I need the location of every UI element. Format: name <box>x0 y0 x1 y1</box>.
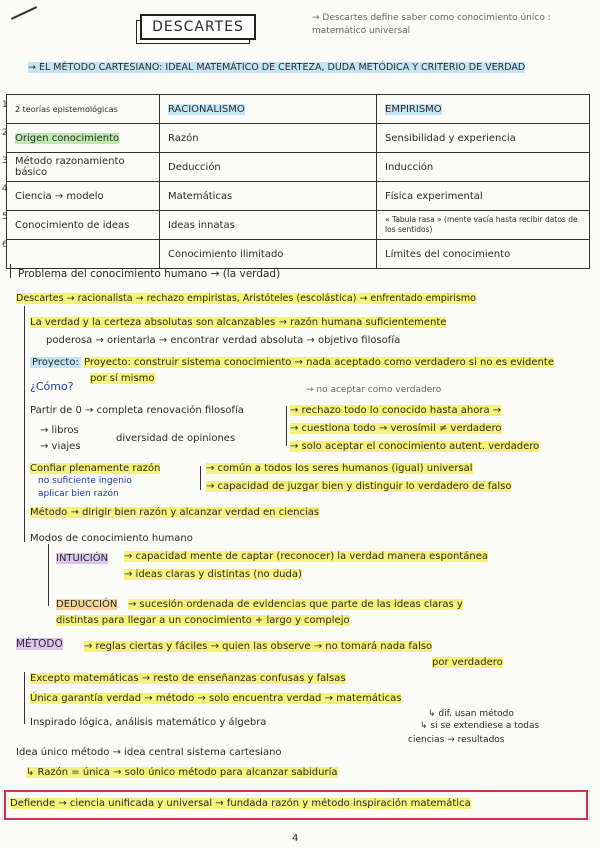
row-number: 5 <box>2 212 8 222</box>
bullet-text: → reglas ciertas y fáciles → quien las observe → no tomará nada falso <box>84 641 433 652</box>
table-header-cell: 2 teorías epistemológicas <box>7 95 160 124</box>
descartes-text: Descartes → racionalista → rechazo empiristas, Aristóteles (escolástica) → enfrentado empirismo <box>16 293 476 304</box>
table-cell: Matemáticas <box>160 182 377 211</box>
bullet-2a: Proyecto: Proyecto: construir sistema conocimiento → nada aceptado como verdadero si no es evidente <box>32 357 554 368</box>
section-heading-text: → EL MÉTODO CARTESIANO: IDEAL MATEMÁTICO DE CERTEZA, DUDA METÓDICA Y CRITERIO DE VERDAD <box>28 62 526 73</box>
tree-spine <box>48 544 49 606</box>
bullet-4-comun <box>206 462 473 475</box>
bullet-text: Confiar plenamente razón <box>30 463 161 474</box>
bullet-text: → capacidad mente de captar (reconocer) la verdad manera espontánea <box>124 551 488 562</box>
table-row <box>7 211 590 240</box>
table-cell <box>7 124 160 153</box>
bracket-line <box>200 466 201 490</box>
table-row <box>7 153 590 182</box>
metodo-label <box>16 638 63 651</box>
bullet-text: Excepto matemáticas → resto de enseñanzas confusas y falsas <box>30 673 346 684</box>
section-heading <box>28 60 568 75</box>
bracket-line <box>10 264 11 278</box>
metodo-1b <box>432 656 503 669</box>
sub-viajes: → viajes <box>40 441 81 452</box>
rationalism-header: RACIONALISMO <box>168 103 245 115</box>
table-cell: Conocimiento ilimitado <box>160 240 377 269</box>
intuicion-1 <box>124 550 488 563</box>
empiricism-header: EMPIRISMO <box>385 103 442 115</box>
bullet-3a: Partir de 0 → completa renovación filosofía <box>30 405 244 416</box>
bullet-1b: poderosa → orientarla → encontrar verdad absoluta → objetivo filosofía <box>46 335 401 346</box>
table-cell: Inducción <box>377 153 590 182</box>
bullet-text: Defiende → ciencia unificada y universal → fundada razón y método inspiración matemática <box>10 798 471 809</box>
bullet-text: → ideas claras y distintas (no duda) <box>124 569 302 580</box>
table-cell: Razón <box>160 124 377 153</box>
bullet-text: DEDUCCIÓN <box>56 599 118 610</box>
bullet-text: → cuestiona todo → verosímil ≠ verdadero <box>290 423 502 434</box>
table-header-row <box>7 95 590 124</box>
row-number: 3 <box>2 156 8 166</box>
question-label: ¿Cómo? <box>30 380 74 393</box>
defiende-line <box>10 797 471 810</box>
bracket-line <box>286 406 287 446</box>
table-cell: Método razonamiento básico <box>7 153 160 182</box>
deduccion-1 <box>128 598 463 611</box>
table-cell: Ideas innatas <box>160 211 377 240</box>
sub-libros: → libros <box>40 425 79 436</box>
bullet-text: → solo aceptar el conocimiento autent. verdadero <box>290 441 540 452</box>
bullet-3-cuestiona <box>290 422 502 435</box>
bullet-text: → sucesión ordenada de evidencias que parte de las ideas claras y <box>128 599 463 610</box>
metodo-m3: Inspirado lógica, análisis matemático y álgebra <box>30 717 267 728</box>
table-cell: Física experimental <box>377 182 590 211</box>
intuicion-2 <box>124 568 302 581</box>
bullet-5 <box>30 506 319 519</box>
epistemology-table <box>6 94 590 269</box>
table-cell: Conocimiento de ideas <box>7 211 160 240</box>
bullet-text: → capacidad de juzgar bien y distinguir lo verdadero de falso <box>206 481 512 492</box>
page-title: DESCARTES <box>140 14 256 40</box>
deduccion-label <box>56 598 117 611</box>
table-cell: Límites del conocimiento <box>377 240 590 269</box>
sub-diversidad: diversidad de opiniones <box>116 433 236 444</box>
page-number: 4 <box>292 833 299 844</box>
row-number: 1 <box>2 100 8 110</box>
bullet-text: MÉTODO <box>16 638 63 650</box>
metodo-m2c: ↳ si se extendiese a todas <box>420 721 540 731</box>
bullet-3-noaceptar: → no aceptar como verdadero <box>306 385 442 395</box>
row-label: Origen conocimiento <box>15 132 120 144</box>
table-cell: « Tabula rasa » (mente vacía hasta recibir datos de los sentidos) <box>377 211 590 240</box>
table-header-cell <box>160 95 377 124</box>
metodo-1 <box>84 640 432 653</box>
bullet-text: Proyecto: construir sistema conocimiento → nada aceptado como verdadero si no es evidente <box>84 357 554 368</box>
bullet-4a <box>30 462 160 475</box>
table-row <box>7 124 590 153</box>
bullet-4-capacidad <box>206 480 511 493</box>
deduccion-2 <box>56 614 350 627</box>
row-number: 6 <box>2 240 8 250</box>
table-cell: Ciencia → modelo <box>7 182 160 211</box>
bullet-3-solo <box>290 440 539 453</box>
bullet-2b <box>90 372 155 385</box>
table-cell: Sensibilidad y experiencia <box>377 124 590 153</box>
bullet-text: Única garantía verdad → método → solo encuentra verdad → matemáticas <box>30 693 402 704</box>
metodo-m3b: ciencias → resultados <box>408 735 505 745</box>
tree-spine <box>24 306 25 542</box>
razon-line <box>26 766 338 779</box>
tree-spine <box>24 672 25 724</box>
bullet-text: La verdad y la certeza absolutas son alcanzables → razón humana suficientemente <box>30 317 447 328</box>
table-header-cell <box>377 95 590 124</box>
bullet-text: distintas para llegar a un conocimiento + largo y complejo <box>56 615 350 626</box>
metodo-m2 <box>30 692 401 705</box>
bullet-1a <box>30 316 446 329</box>
bullet-text: INTUICIÓN <box>56 553 109 564</box>
descartes-line <box>16 292 476 305</box>
bullet-6: Modos de conocimiento humano <box>30 533 193 544</box>
row-number: 4 <box>2 184 8 194</box>
side-note: → Descartes define saber como conocimiento único : matemático universal <box>312 13 551 36</box>
bullet-4-aplicar: aplicar bien razón <box>38 489 119 499</box>
intuicion-label <box>56 552 108 565</box>
idea-line: Idea único método → idea central sistema cartesiano <box>16 747 282 758</box>
bullet-text: por verdadero <box>432 657 503 668</box>
pen-stroke <box>11 6 37 20</box>
row-number: 2 <box>2 128 8 138</box>
bullet-text: por sí mismo <box>90 373 155 384</box>
table-row <box>7 240 590 269</box>
table-cell <box>7 240 160 269</box>
metodo-m1 <box>30 672 346 685</box>
table-cell: Deducción <box>160 153 377 182</box>
problem-line: Problema del conocimiento humano → (la verdad) <box>18 268 281 280</box>
bullet-text: → común a todos los seres humanos (igual) universal <box>206 463 473 474</box>
bullet-3-rechazo <box>290 404 501 417</box>
bullet-4-nosuf: no suficiente ingenio <box>38 476 132 486</box>
bullet-text: ↳ Razón = única → solo único método para alcanzar sabiduría <box>26 767 338 778</box>
table-row <box>7 182 590 211</box>
metodo-m2b: ↳ dif. usan método <box>428 709 514 719</box>
bullet-text: → rechazo todo lo conocido hasta ahora → <box>290 405 502 416</box>
bullet-text: Método → dirigir bien razón y alcanzar verdad en ciencias <box>30 507 320 518</box>
